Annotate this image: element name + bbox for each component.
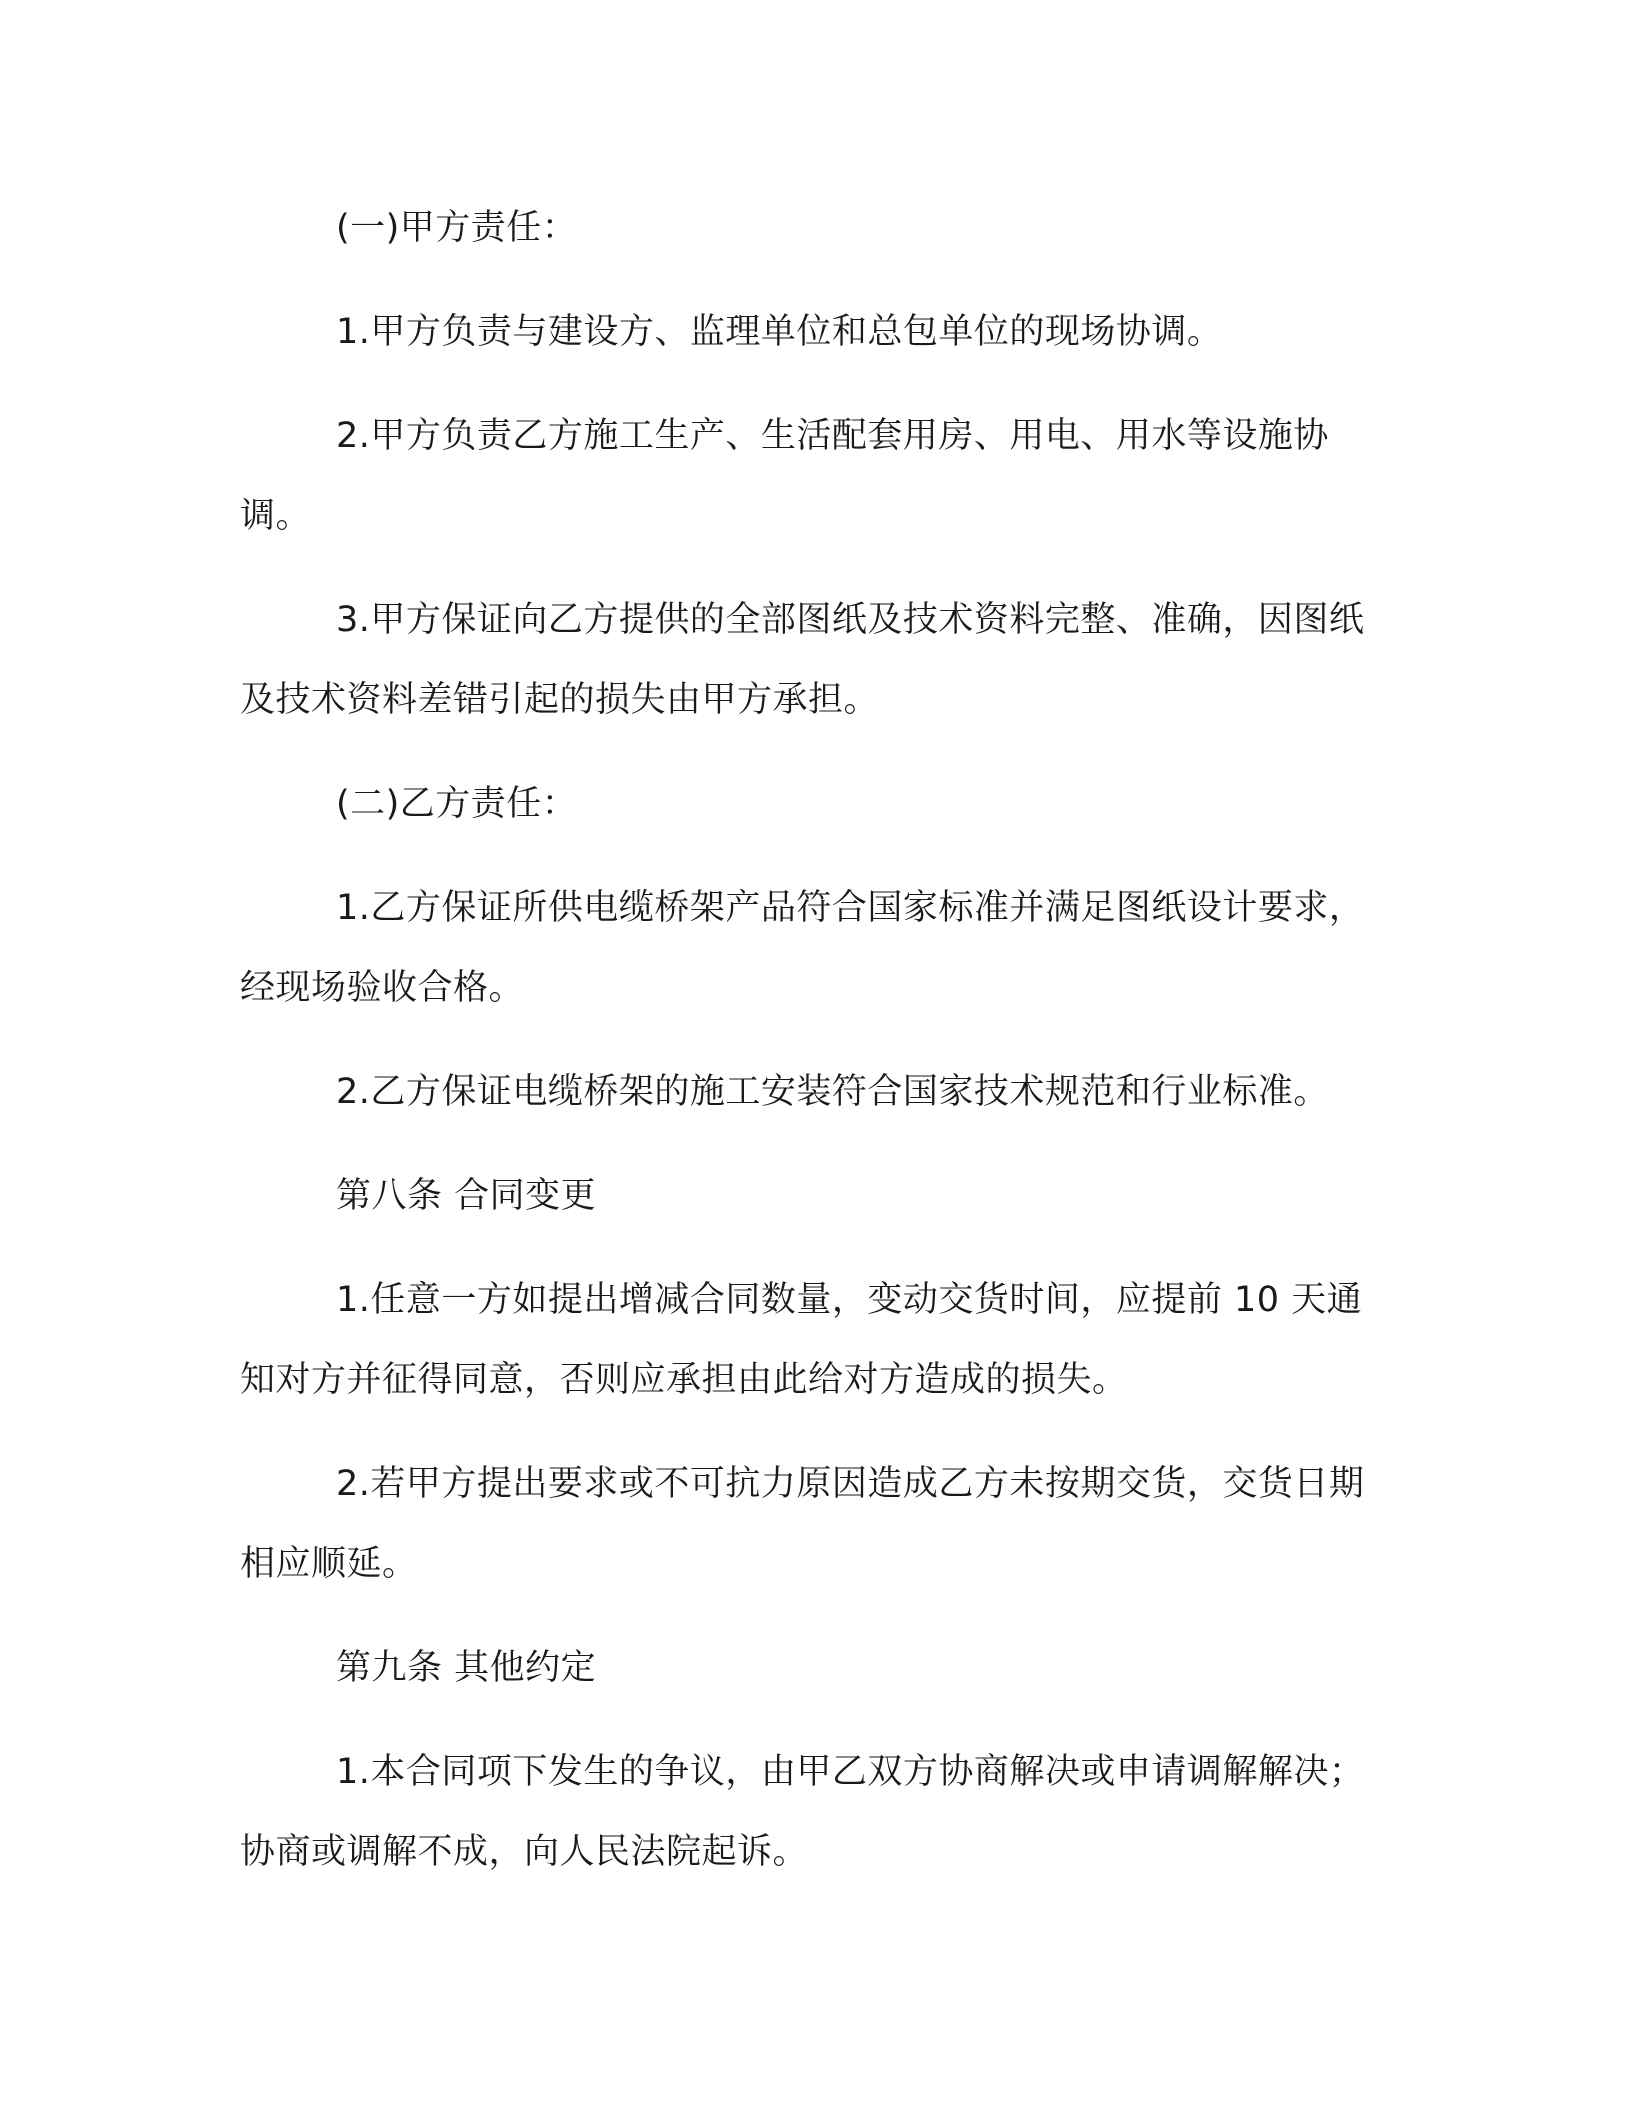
section-heading-party-a: (一)甲方责任： (336, 208, 578, 248)
article-9-heading: 第九条 其他约定 (336, 1648, 597, 1688)
document-body (240, 188, 1376, 1916)
article-8-clause-2: 2.若甲方提出要求或不可抗力原因造成乙方未按期交货，交货日期相应顺延。 (240, 1464, 1365, 1584)
clause-b-2: 2.乙方保证电缆桥架的施工安装符合国家技术规范和行业标准。 (336, 1072, 1329, 1112)
clause-a-3: 3.甲方保证向乙方提供的全部图纸及技术资料完整、准确，因图纸及技术资料差错引起的损失由甲方承担。 (240, 600, 1365, 720)
clause-a-1: 1.甲方负责与建设方、监理单位和总包单位的现场协调。 (336, 312, 1223, 352)
article-9-clause-1: 1.本合同项下发生的争议，由甲乙双方协商解决或申请调解解决；协商或调解不成，向人民法院起诉。 (240, 1752, 1365, 1872)
section-heading-party-b: (二)乙方责任： (336, 784, 578, 824)
article-8-clause-1: 1.任意一方如提出增减合同数量，变动交货时间，应提前 10 天通知对方并征得同意，否则应承担由此给对方造成的损失。 (240, 1280, 1363, 1400)
clause-b-1: 1.乙方保证所供电缆桥架产品符合国家标准并满足图纸设计要求，经现场验收合格。 (240, 888, 1365, 1008)
article-8-heading: 第八条 合同变更 (336, 1176, 597, 1216)
clause-a-2: 2.甲方负责乙方施工生产、生活配套用房、用电、用水等设施协调。 (240, 416, 1329, 536)
